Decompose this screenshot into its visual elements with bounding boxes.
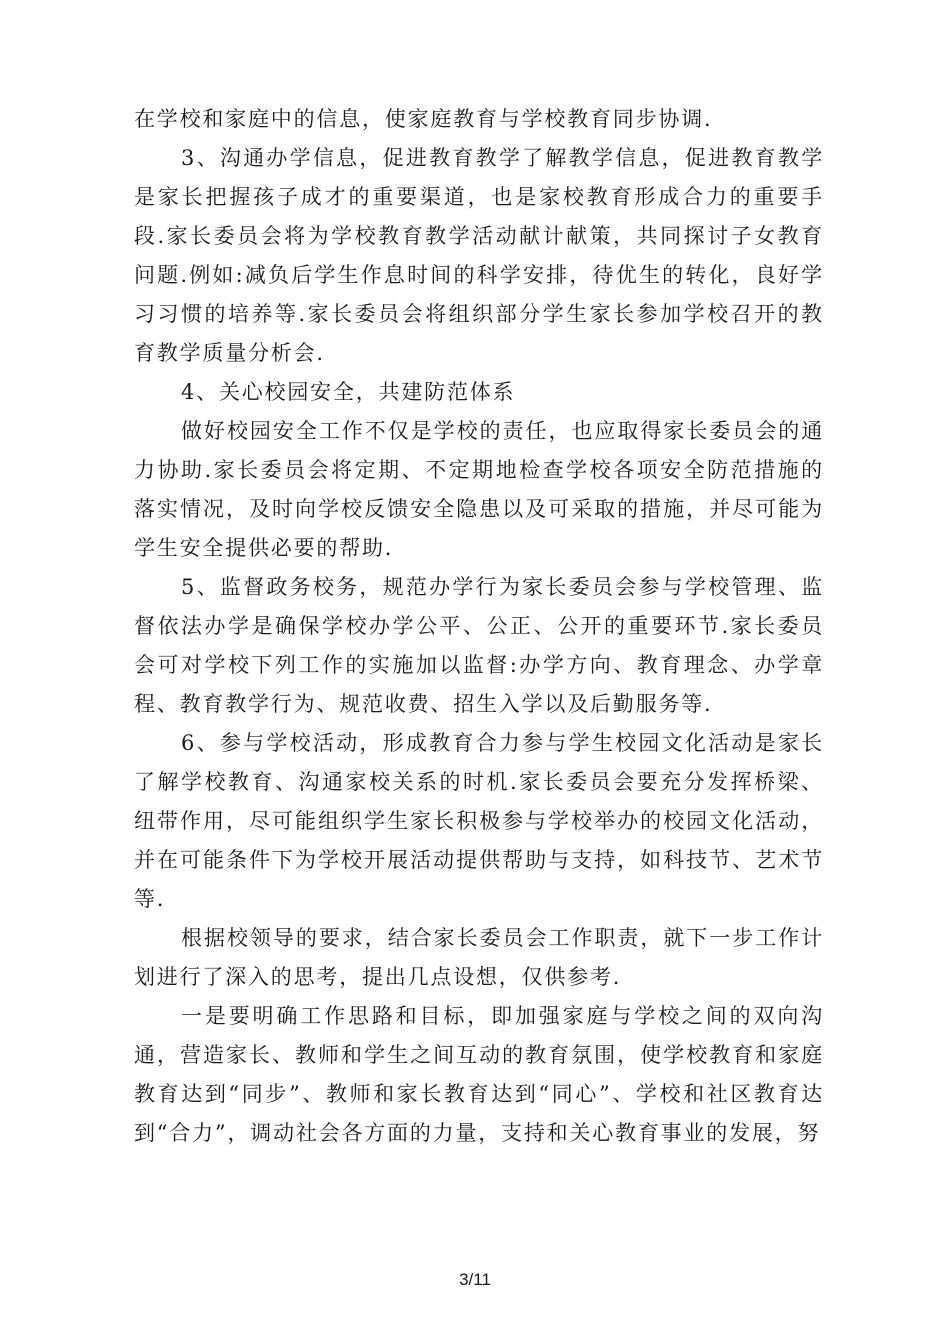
- paragraph-4: 做好校园安全工作不仅是学校的责任，也应取得家长委员会的通力协助.家长委员会将定期、不定期地检查学校各项安全防范措施的落实情况，及时向学校反馈安全隐患以及可采取的措施，并尽可能为学生安全提供必要的帮助.: [134, 419, 824, 560]
- paragraph-8: 一是要明确工作思路和目标，即加强家庭与学校之间的双向沟通，营造家长、教师和学生之间互动的教育氛围，使学校教育和家庭教育达到“同步”、教师和家长教育达到“同心”、学校和社区教育达到“合力”，调动社会各方面的力量，支持和关心教育事业的发展，努: [134, 1004, 824, 1145]
- paragraph-1: 在学校和家庭中的信息，使家庭教育与学校教育同步协调.: [134, 107, 713, 131]
- document-body: [134, 100, 824, 1153]
- paragraph-2: 3、沟通办学信息，促进教育教学了解教学信息，促进教育教学是家长把握孩子成才的重要渠道，也是家校教育形成合力的重要手段.家长委员会将为学校教育教学活动献计献策，共同探讨子女教育问题.例如:减负后学生作息时间的科学安排，待优生的转化，良好学习习惯的培养等.家长委员会将组织部分学生家长参加学校召开的教育教学质量分析会.: [134, 146, 824, 365]
- paragraph-7: 根据校领导的要求，结合家长委员会工作职责，就下一步工作计划进行了深入的思考，提出几点设想，仅供参考.: [134, 926, 824, 989]
- paragraph-3: 4、关心校园安全，共建防范体系: [181, 380, 516, 404]
- paragraph-6: 6、参与学校活动，形成教育合力参与学生校园文化活动是家长了解学校教育、沟通家校关系的时机.家长委员会要充分发挥桥梁、纽带作用，尽可能组织学生家长积极参与学校举办的校园文化活动，并在可能条件下为学校开展活动提供帮助与支持，如科技节、艺术节等.: [134, 731, 824, 911]
- paragraph-5: 5、监督政务校务，规范办学行为家长委员会参与学校管理、监督依法办学是确保学校办学公平、公正、公开的重要环节.家长委员会可对学校下列工作的实施加以监督:办学方向、教育理念、办学章程、教育教学行为、规范收费、招生入学以及后勤服务等.: [134, 575, 824, 716]
- page-number: 3/11: [459, 1270, 491, 1289]
